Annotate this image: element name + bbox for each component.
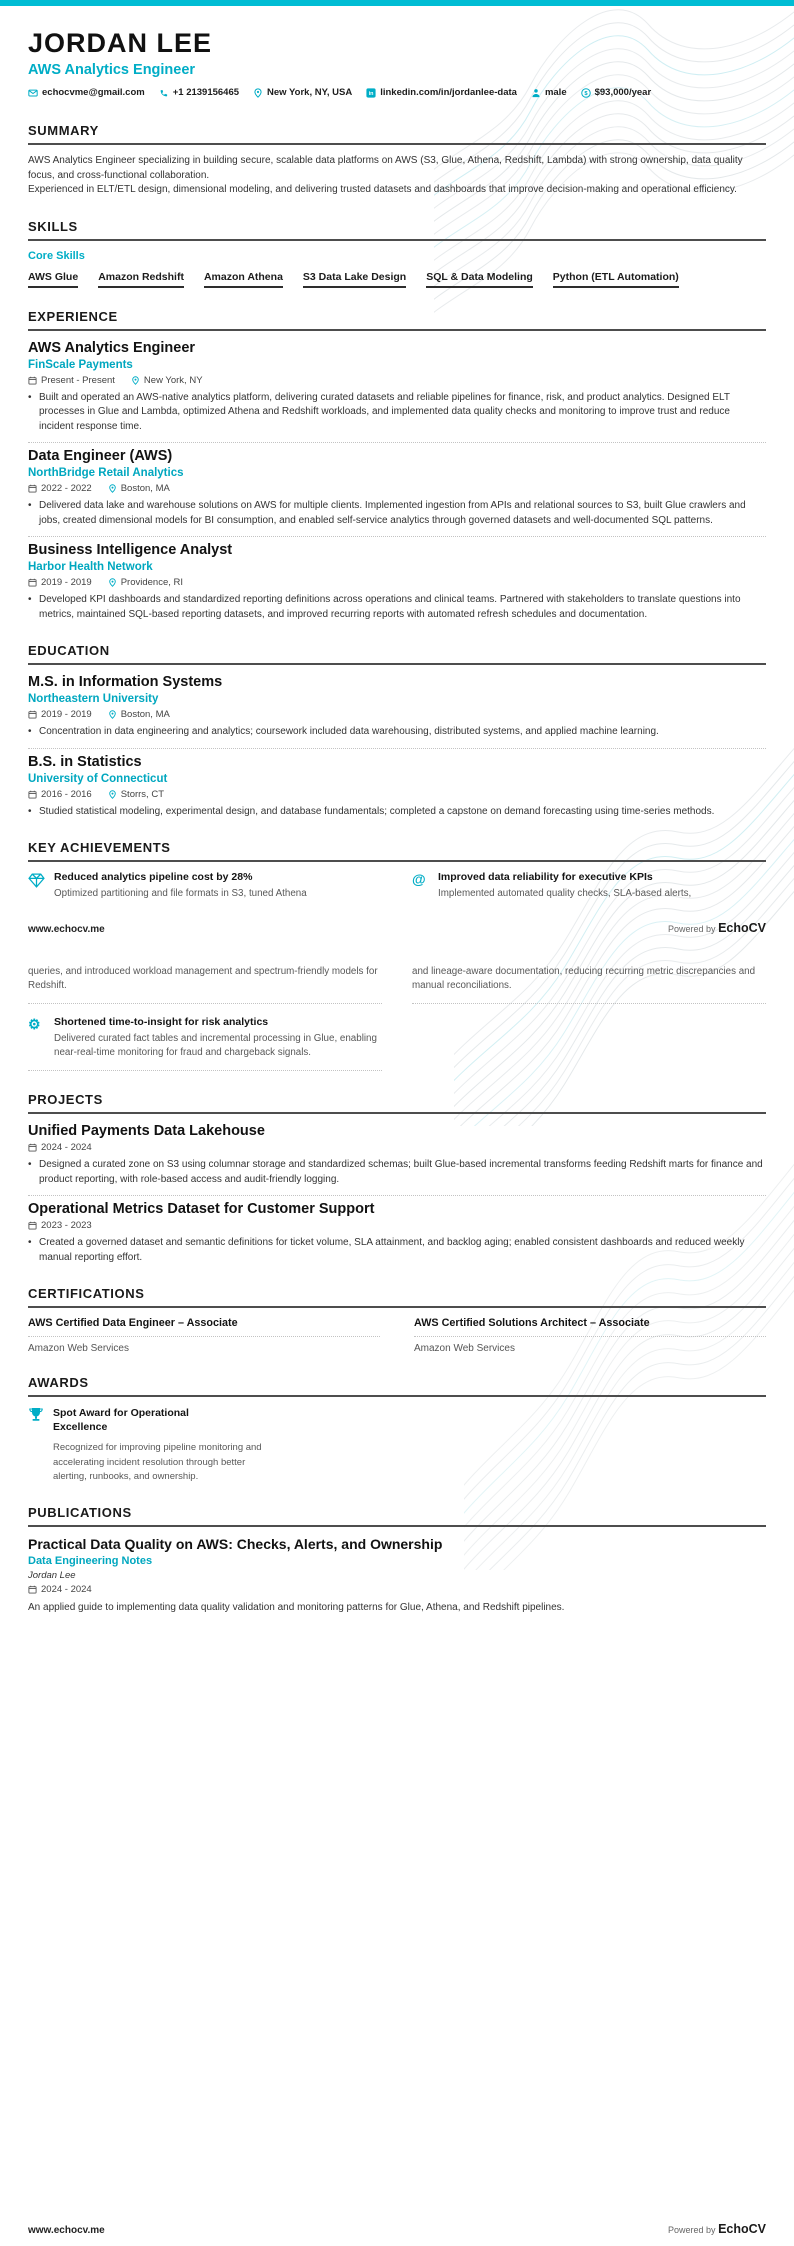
- section-achievements: [28, 840, 766, 901]
- bullet: • Developed KPI dashboards and standardized reporting definitions across operations and clinical teams. Partnered with stakeholders to translate questions into metrics, maintained SQL-based reporting datasets, and improved recurring reports with automated refresh schedules and documentation.: [28, 593, 766, 622]
- calendar-icon: [28, 710, 37, 719]
- job-meta: [28, 577, 766, 588]
- achievements-heading: KEY ACHIEVEMENTS: [28, 840, 766, 862]
- school-location: Boston, MA: [108, 709, 170, 720]
- awards-heading: AWARDS: [28, 1375, 766, 1397]
- skill-chip: Amazon Redshift: [98, 271, 184, 288]
- calendar-icon: [28, 1585, 37, 1594]
- location-pin-icon: [108, 710, 117, 719]
- achievement-continuation: and lineage-aware documentation, reducing recurring metric discrepancies and manual reconciliations.: [412, 965, 766, 1003]
- dotted-separator: [28, 536, 766, 537]
- education-meta: [28, 709, 766, 720]
- contact-location: New York, NY, USA: [253, 87, 352, 98]
- bullet-list: [28, 593, 766, 622]
- skill-chip: AWS Glue: [28, 271, 78, 288]
- project-item: [28, 1201, 766, 1265]
- calendar-icon: [28, 1143, 37, 1152]
- project-meta: [28, 1220, 766, 1231]
- date-range: 2022 - 2022: [28, 483, 92, 494]
- skill-chip: Python (ETL Automation): [553, 271, 679, 288]
- publications-heading: PUBLICATIONS: [28, 1505, 766, 1527]
- email-icon: [28, 88, 38, 98]
- summary-paragraph-2: Experienced in ELT/ETL design, dimensional modeling, and delivering trusted datasets and dashboards that improve decision-making and operational efficiency.: [28, 184, 737, 195]
- calendar-icon: [28, 790, 37, 799]
- bullet-list: [28, 1158, 766, 1187]
- skill-group-label: Core Skills: [28, 249, 85, 262]
- bullet-list: [28, 391, 766, 435]
- date-range: 2023 - 2023: [28, 1220, 92, 1231]
- publication-desc: An applied guide to implementing data quality validation and monitoring patterns for Glue, Athena, and Redshift pipelines.: [28, 1602, 565, 1614]
- bullet: • Delivered data lake and warehouse solutions on AWS for multiple clients. Implemented ingestion from APIs and relational sources to S3, built Glue crawlers and jobs, created dimensional models for BI consumption, and enabled self-service analytics through governed datasets and well-documented SQL patterns.: [28, 499, 766, 528]
- summary-paragraph-1: AWS Analytics Engineer specializing in building secure, scalable data platforms on AWS (S3, Glue, Athena, Redshift, Lambda) with strong ownership, data quality focus, and cross-functional collaboration.: [28, 155, 743, 181]
- publication-journal: Data Engineering Notes: [28, 1555, 153, 1568]
- at-icon: @: [412, 871, 426, 887]
- footer-site-link[interactable]: www.echocv.me: [28, 924, 105, 936]
- gear-icon: ⚙: [28, 1015, 41, 1032]
- section-experience: [28, 309, 766, 623]
- achievement-desc: Delivered curated fact tables and incremental processing in Glue, enabling near-real-time monitoring for fraud and chargeback signals.: [54, 1032, 377, 1058]
- job-meta: [28, 375, 766, 386]
- achievement-item: [28, 871, 382, 901]
- bullet-list: [28, 805, 766, 820]
- section-awards: [28, 1375, 766, 1484]
- achievement-desc: Optimized partitioning and file formats in S3, tuned Athena: [54, 888, 307, 899]
- project-title: Unified Payments Data Lakehouse: [28, 1123, 265, 1140]
- certifications-heading: CERTIFICATIONS: [28, 1286, 766, 1308]
- project-title: Operational Metrics Dataset for Customer Support: [28, 1201, 375, 1218]
- contact-linkedin[interactable]: in linkedin.com/in/jordanlee-data: [366, 87, 517, 98]
- project-meta: [28, 1142, 766, 1153]
- svg-text:$: $: [583, 90, 588, 97]
- contact-phone[interactable]: +1 2139156465: [159, 87, 239, 98]
- skills-heading: SKILLS: [28, 219, 766, 241]
- experience-item: [28, 340, 766, 435]
- certification-item: [28, 1317, 380, 1354]
- achievements-continuation-grid: [28, 965, 766, 1071]
- bullet: • Built and operated an AWS-native analytics platform, delivering curated datasets and reliable pipelines for finance, risk, and product analytics. Designed ELT processes in Glue and Lambda, optimized Athena and Redshift workloads, and implemented data quality checks and monitoring to improve trust and reduce incident response time.: [28, 391, 766, 435]
- degree-title: B.S. in Statistics: [28, 753, 142, 770]
- award-title: Spot Award for Operational Excellence: [53, 1407, 189, 1434]
- experience-item: [28, 448, 766, 528]
- skill-chip: SQL & Data Modeling: [426, 271, 533, 288]
- location-pin-icon: [108, 484, 117, 493]
- date-range: Present - Present: [28, 375, 115, 386]
- certifications-grid: [28, 1317, 766, 1354]
- location-pin-icon: [108, 790, 117, 799]
- gem-icon: [28, 872, 45, 889]
- contact-email[interactable]: echocvme@gmail.com: [28, 87, 145, 98]
- publication-title: Practical Data Quality on AWS: Checks, Alerts, and Ownership: [28, 1536, 443, 1553]
- calendar-icon: [28, 1221, 37, 1230]
- job-title: Business Intelligence Analyst: [28, 542, 233, 558]
- section-education: [28, 643, 766, 819]
- education-item: [28, 754, 766, 820]
- experience-heading: EXPERIENCE: [28, 309, 766, 331]
- phone-icon: [159, 88, 169, 98]
- location-pin-icon: [108, 578, 117, 587]
- date-range: 2019 - 2019: [28, 709, 92, 720]
- section-projects: [28, 1092, 766, 1265]
- achievement-title: Shortened time-to-insight for risk analytics: [54, 1015, 269, 1028]
- certification-title: AWS Certified Solutions Architect – Associate: [414, 1317, 766, 1337]
- school-location: Storrs, CT: [108, 789, 164, 800]
- education-heading: EDUCATION: [28, 643, 766, 665]
- publication-author: Jordan Lee: [28, 1570, 76, 1582]
- company-name: NorthBridge Retail Analytics: [28, 467, 184, 479]
- dotted-separator: [28, 1195, 766, 1196]
- company-name: FinScale Payments: [28, 358, 133, 371]
- contact-row: [28, 87, 766, 98]
- company-name: Harbor Health Network: [28, 561, 153, 573]
- skill-chip-list: [28, 271, 766, 288]
- bullet: • Designed a curated zone on S3 using columnar storage and standardized schemas; built Glue-based incremental transforms feeding Redshift marts for finance and product reporting, with role-based access and audit-friendly logging.: [28, 1158, 766, 1187]
- date-range: 2019 - 2019: [28, 577, 92, 588]
- achievement-item: [412, 871, 766, 901]
- award-desc: Recognized for improving pipeline monitoring and accelerating incident resolution through better alerting, runbooks, and ownership.: [53, 1442, 262, 1482]
- date-range: 2024 - 2024: [28, 1584, 92, 1595]
- footer-brand: EchoCV: [718, 2222, 766, 2236]
- date-range: 2016 - 2016: [28, 789, 92, 800]
- candidate-name: JORDAN LEE: [28, 28, 213, 58]
- contact-gender: male: [531, 87, 567, 98]
- trophy-icon: [28, 1407, 44, 1423]
- calendar-icon: [28, 376, 37, 385]
- section-summary: [28, 123, 766, 198]
- projects-heading: PROJECTS: [28, 1092, 766, 1114]
- date-range: 2024 - 2024: [28, 1142, 92, 1153]
- location-pin-icon: [131, 376, 140, 385]
- bullet-list: [28, 1236, 766, 1265]
- footer-site-link[interactable]: www.echocv.me: [28, 2225, 105, 2236]
- summary-heading: SUMMARY: [28, 123, 766, 145]
- bullet-list: [28, 499, 766, 528]
- award-item: [28, 1406, 283, 1484]
- achievement-title: Improved data reliability for executive KPIs: [438, 871, 653, 883]
- section-certifications: [28, 1286, 766, 1354]
- education-item: [28, 674, 766, 740]
- school-name: University of Connecticut: [28, 772, 168, 785]
- location-pin-icon: [253, 88, 263, 98]
- degree-title: M.S. in Information Systems: [28, 674, 223, 690]
- job-title: AWS Analytics Engineer: [28, 339, 196, 356]
- dotted-separator: [28, 442, 766, 443]
- candidate-title: AWS Analytics Engineer: [28, 62, 196, 78]
- experience-item: [28, 542, 766, 622]
- footer-brand: EchoCV: [718, 921, 766, 936]
- bullet: • Concentration in data engineering and analytics; coursework included data warehousing, distributed systems, and applied machine learning.: [28, 725, 766, 740]
- contact-salary: $ $93,000/year: [581, 87, 652, 98]
- skill-chip: S3 Data Lake Design: [303, 271, 406, 288]
- section-publications: [28, 1505, 766, 1616]
- skill-chip: Amazon Athena: [204, 271, 283, 288]
- header: [28, 6, 766, 102]
- achievement-title: Reduced analytics pipeline cost by 28%: [54, 871, 253, 883]
- publication-item: [28, 1536, 766, 1616]
- salary-icon: [581, 88, 591, 98]
- page-footer: [28, 917, 766, 937]
- achievements-grid: [28, 871, 766, 901]
- achievement-desc: Implemented automated quality checks, SLA-based alerts,: [438, 888, 692, 899]
- certification-title: AWS Certified Data Engineer – Associate: [28, 1317, 380, 1337]
- job-location: New York, NY: [131, 375, 203, 386]
- linkedin-icon: [366, 88, 376, 98]
- certification-item: [414, 1317, 766, 1354]
- page-footer: [28, 2218, 766, 2238]
- dotted-separator: [28, 748, 766, 749]
- calendar-icon: [28, 578, 37, 587]
- job-location: Providence, RI: [108, 577, 183, 588]
- job-meta: [28, 483, 766, 494]
- bullet: • Studied statistical modeling, experimental design, and database fundamentals; completed a capstone on demand forecasting using time-series methods.: [28, 805, 766, 820]
- person-icon: [531, 88, 541, 98]
- job-location: Boston, MA: [108, 483, 170, 494]
- svg-text:in: in: [368, 90, 374, 97]
- education-meta: [28, 789, 766, 800]
- certification-issuer: Amazon Web Services: [28, 1343, 129, 1355]
- achievement-continuation: queries, and introduced workload management and spectrum-friendly models for Redshift.: [28, 965, 382, 1003]
- bullet: • Created a governed dataset and semantic definitions for ticket volume, SLA attainment, and backlog aging; enabled consistent dashboards and reduced weekly manual reporting effort.: [28, 1236, 766, 1265]
- project-item: [28, 1123, 766, 1187]
- publication-meta: [28, 1584, 766, 1595]
- job-title: Data Engineer (AWS): [28, 448, 173, 464]
- calendar-icon: [28, 484, 37, 493]
- certification-issuer: Amazon Web Services: [414, 1343, 515, 1355]
- section-skills: [28, 219, 766, 288]
- school-name: Northeastern University: [28, 693, 159, 705]
- footer-powered-by: Powered by EchoCV: [668, 2222, 766, 2236]
- achievement-item: [28, 1016, 382, 1071]
- footer-powered-by: Powered by EchoCV: [668, 921, 766, 936]
- bullet-list: [28, 725, 766, 740]
